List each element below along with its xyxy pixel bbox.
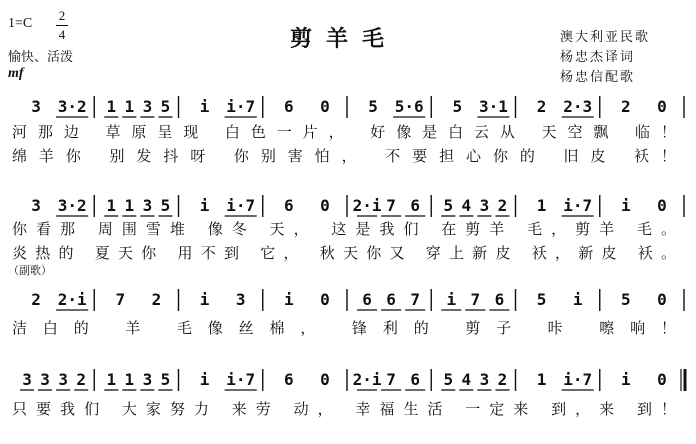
note: 3 (22, 370, 32, 389)
note: 1 (536, 196, 547, 215)
note: 6 (283, 196, 294, 215)
note: 0 (320, 290, 330, 309)
note: 7 (470, 290, 481, 309)
note: i (199, 196, 210, 215)
note: 3 (58, 370, 68, 389)
note: 3 (31, 196, 41, 215)
note: 3 (142, 370, 153, 389)
note: 5 (620, 290, 631, 309)
note: 5 (452, 97, 463, 116)
note: 2 (151, 290, 162, 309)
note: 6 (410, 370, 421, 389)
note: 6 (283, 370, 294, 389)
note: 1 (124, 196, 135, 215)
note: 7 (115, 290, 126, 309)
time-signature-numerator: 2 (58, 8, 66, 23)
note: 0 (320, 97, 330, 116)
note: i·7 (226, 97, 256, 116)
song-title: 剪羊毛 (290, 26, 399, 52)
note: 2 (31, 290, 41, 309)
note: 2·i (352, 370, 382, 389)
note: i·7 (226, 196, 256, 215)
note: 7 (386, 196, 396, 215)
note: 3 (142, 196, 153, 215)
lyric-line: 你看那 周围雪堆 像冬 天， 这是我们 在剪羊 毛，剪羊 毛。 (12, 220, 676, 238)
note: 3 (479, 370, 490, 389)
note: 1 (124, 97, 135, 116)
time-signature-denominator: 4 (58, 27, 66, 42)
note: i (620, 196, 631, 215)
note: i (283, 290, 294, 309)
note: 5 (536, 290, 547, 309)
note: i (199, 290, 210, 309)
note: 4 (461, 196, 472, 215)
note: 1 (106, 370, 117, 389)
note: 1 (536, 370, 547, 389)
note: 0 (657, 196, 667, 215)
note: i (199, 370, 210, 389)
lyric-line: 只要我们 大家努力 来劳 动， 幸福生活 一定来 到，来 到！ (12, 400, 676, 418)
note: 3 (142, 97, 153, 116)
note: 4 (461, 370, 472, 389)
note: 5 (443, 196, 454, 215)
note: 2 (536, 97, 547, 116)
note: 5 (443, 370, 454, 389)
credit-lyrics: 杨忠杰译词 (560, 50, 636, 65)
note: 0 (657, 370, 667, 389)
section-label-chorus: （副歌） (8, 264, 52, 277)
note: 0 (320, 370, 330, 389)
note: 7 (410, 290, 421, 309)
note: 2 (497, 370, 508, 389)
note: i·7 (226, 370, 256, 389)
note: 3 (31, 97, 41, 116)
note: i (620, 370, 631, 389)
note: 0 (657, 97, 667, 116)
note: i (199, 97, 210, 116)
note: 5 (368, 97, 378, 116)
note: 2·i (57, 290, 87, 309)
note: 2 (620, 97, 631, 116)
note: 6 (283, 97, 294, 116)
note: 5 (160, 196, 171, 215)
note: 6 (410, 196, 421, 215)
note: 1 (106, 97, 117, 116)
note: 3·2 (57, 97, 87, 116)
note: i·7 (563, 196, 593, 215)
note: 3 (479, 196, 490, 215)
note: 7 (386, 370, 396, 389)
note: i (446, 290, 457, 309)
note: 2 (497, 196, 508, 215)
note: 5 (160, 97, 171, 116)
note: 3 (235, 290, 246, 309)
lyric-line: 河那边 草原呈现 白色一片， 好像是白云从 天空飘 临！ (12, 123, 676, 141)
note: 3·1 (478, 97, 508, 116)
note: 2·i (352, 196, 382, 215)
note: 6 (494, 290, 505, 309)
credit-origin: 澳大利亚民歌 (560, 30, 651, 45)
note: 6 (386, 290, 396, 309)
note: 2 (76, 370, 87, 389)
note: 5·6 (394, 97, 424, 116)
note: 1 (106, 196, 117, 215)
lyric-line: 绵羊你 别发抖呀 你别害怕， 不要担心你的 旧皮 袄！ (12, 147, 676, 165)
note: 0 (657, 290, 667, 309)
dynamic-marking: mf (8, 66, 24, 81)
note: 5 (160, 370, 171, 389)
lyric-line: 炎热的 夏天你 用不到 它， 秋天你又 穿上新皮 袄，新皮 袄。 (12, 244, 677, 262)
note: i (572, 290, 583, 309)
note: 3·2 (57, 196, 87, 215)
note: 1 (124, 370, 135, 389)
note: 6 (362, 290, 372, 309)
lyric-line: 洁白的 羊 毛像丝棉， 锋利的 剪子 咔 嚓响！ (12, 319, 676, 337)
note: i·7 (563, 370, 593, 389)
note: 0 (320, 196, 330, 215)
tempo-marking: 愉快、活泼 (8, 50, 74, 65)
credit-arrangement: 杨忠信配歌 (560, 70, 636, 85)
key-signature: 1=C (8, 16, 33, 31)
note: 3 (40, 370, 50, 389)
note: 2·3 (563, 97, 593, 116)
